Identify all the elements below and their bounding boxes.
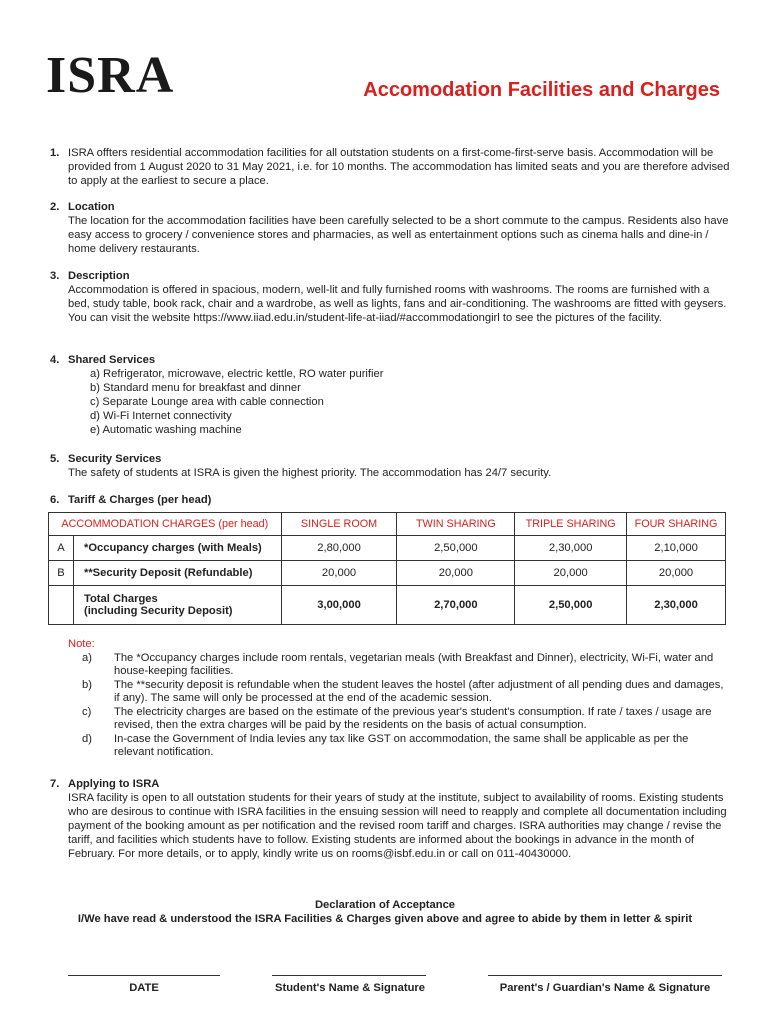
total-label-line: (including Security Deposit) <box>83 605 233 617</box>
section-2 <box>50 200 730 256</box>
declaration-text: I/We have read & understood the ISRA Facilities & Charges given above and agree to abide by them in letter & spirit <box>77 913 693 925</box>
list-item: c) Separate Lounge area with cable connection <box>90 396 324 408</box>
table-cell: 2,50,000 <box>397 536 515 561</box>
section-2-heading: Location <box>68 201 115 213</box>
table-header-cell: FOUR SHARING <box>627 513 726 536</box>
section-1-text: ISRA offters residential accommodation facilities for all outstation students on a first-come-first-serve basis. Accommodation will be provided from 1 August 2020 to 31 May 2021, i.e. for 10 months. The accommodation has limited seats and you are therefore advised to apply at the earliest to secure a place. <box>68 147 730 187</box>
table-cell: 2,50,000 <box>515 586 627 625</box>
note-text: The *Occupancy charges include room rentals, vegetarian meals (with Breakfast and Dinner), electricity, Wi-Fi, water and house-keeping facilities. <box>114 651 714 677</box>
date-signature-line <box>68 975 220 976</box>
note-text: The **security deposit is refundable when the student leaves the hostel (after adjustment of all pending dues and damages, if any). The same will only be processed at the end of the academic session. <box>114 678 724 704</box>
note-letter: a) <box>82 651 92 664</box>
table-cell: 3,00,000 <box>281 586 397 625</box>
note-text: The electricity charges are based on the estimate of the previous year's student's consumption. If rate / taxes / usage are revised, then the extra charges will be paid by the residents on the basis of actual consumption. <box>114 705 712 731</box>
table-cell: 2,70,000 <box>397 586 515 625</box>
section-7 <box>50 777 730 861</box>
section-7-text: ISRA facility is open to all outstation students for their years of study at the institute, subject to availability of rooms. Existing students who are desirous to continue with ISRA facilities in the ensuing session will need to reapply and complete all documentation including payment of the booking amount as per notification and the revised room tariff and charges. ISRA authorities may change / revise the tariff, and facilities which students have to follow. Existing students are informed about the bookings in advance in the month of February. For more details, or to apply, kindly write us on rooms@isbf.edu.in or call on 011-40430000. <box>68 792 727 860</box>
list-item: e) Automatic washing machine <box>90 424 242 436</box>
total-label-line: Total Charges <box>83 593 158 605</box>
section-number: 3. <box>50 270 60 282</box>
table-cell: 20,000 <box>397 561 515 586</box>
student-signature-line <box>272 975 426 976</box>
note-item <box>68 679 728 706</box>
table-cell: 20,000 <box>627 561 726 586</box>
table-header-cell: ACCOMMODATION CHARGES (per head) <box>49 513 282 536</box>
table-total-row <box>49 586 726 625</box>
table-cell: 2,30,000 <box>515 536 627 561</box>
table-row <box>49 536 726 561</box>
note-letter: c) <box>82 705 92 718</box>
notes <box>68 638 728 760</box>
section-4 <box>50 353 730 437</box>
row-id: A <box>49 536 74 561</box>
note-item <box>68 733 728 760</box>
note-letter: d) <box>82 732 92 745</box>
section-number: 4. <box>50 354 60 366</box>
section-7-heading: Applying to ISRA <box>68 778 160 790</box>
list-item: a) Refrigerator, microwave, electric kettle, RO water purifier <box>90 368 384 380</box>
section-6 <box>50 493 730 507</box>
section-number: 6. <box>50 494 60 506</box>
section-5 <box>50 452 730 480</box>
parent-signature-line <box>488 975 722 976</box>
section-6-heading: Tariff & Charges (per head) <box>68 494 212 506</box>
section-2-text: The location for the accommodation facilities have been carefully selected to be a short commute to the campus. Residents also have easy access to grocery / convenience stores and pharmacies, as well as entertainment options such as cinema halls and dine-in / home delivery restaurants. <box>68 215 729 255</box>
date-label: DATE <box>129 982 159 994</box>
table-row <box>49 561 726 586</box>
section-3 <box>50 269 730 325</box>
section-3-heading: Description <box>68 270 130 282</box>
total-label <box>73 586 281 625</box>
section-5-text: The safety of students at ISRA is given the highest priority. The accommodation has 24/7 security. <box>68 467 552 479</box>
row-label: **Security Deposit (Refundable) <box>73 561 281 586</box>
declaration-title: Declaration of Acceptance <box>314 899 456 911</box>
table-cell: 2,10,000 <box>627 536 726 561</box>
table-cell: 20,000 <box>515 561 627 586</box>
note-text: In-case the Government of India levies any tax like GST on accommodation, the same shall be applicable as per the relevant notification. <box>114 732 689 758</box>
section-1 <box>50 146 730 188</box>
list-item: b) Standard menu for breakfast and dinner <box>90 382 301 394</box>
isra-logo: ISRA <box>46 47 175 104</box>
section-number: 2. <box>50 201 60 213</box>
row-label: *Occupancy charges (with Meals) <box>73 536 281 561</box>
table-header-cell: SINGLE ROOM <box>281 513 397 536</box>
section-3-text: Accommodation is offered in spacious, modern, well-lit and fully furnished rooms with washrooms. The rooms are furnished with a bed, study table, book rack, chair and a wardrobe, as well as lights, fans and air-conditioning. The washrooms are fitted with geysers. You can visit the website https://www.iiad.edu.in/student-life-at-iiad/#accommodationgirl to see the pictures of the facility. <box>68 284 727 324</box>
student-signature-label: Student's Name & Signature <box>275 982 425 994</box>
section-number: 5. <box>50 453 60 465</box>
tariff-table <box>48 512 726 625</box>
table-cell: 2,80,000 <box>281 536 397 561</box>
row-id <box>49 586 74 625</box>
table-cell: 20,000 <box>281 561 397 586</box>
row-id: B <box>49 561 74 586</box>
parent-signature-label: Parent's / Guardian's Name & Signature <box>499 982 711 994</box>
table-header-row <box>49 513 726 536</box>
table-cell: 2,30,000 <box>627 586 726 625</box>
table-header-cell: TWIN SHARING <box>397 513 515 536</box>
section-4-heading: Shared Services <box>68 354 156 366</box>
section-number: 7. <box>50 778 60 790</box>
note-letter: b) <box>82 678 92 691</box>
page-title: Accomodation Facilities and Charges <box>363 79 720 101</box>
section-5-heading: Security Services <box>68 453 162 465</box>
note-item <box>68 652 728 679</box>
section-number: 1. <box>50 147 60 159</box>
table-header-cell: TRIPLE SHARING <box>515 513 627 536</box>
list-item: d) Wi-Fi Internet connectivity <box>90 410 232 422</box>
note-label: Note: <box>68 638 95 650</box>
note-item <box>68 706 728 733</box>
